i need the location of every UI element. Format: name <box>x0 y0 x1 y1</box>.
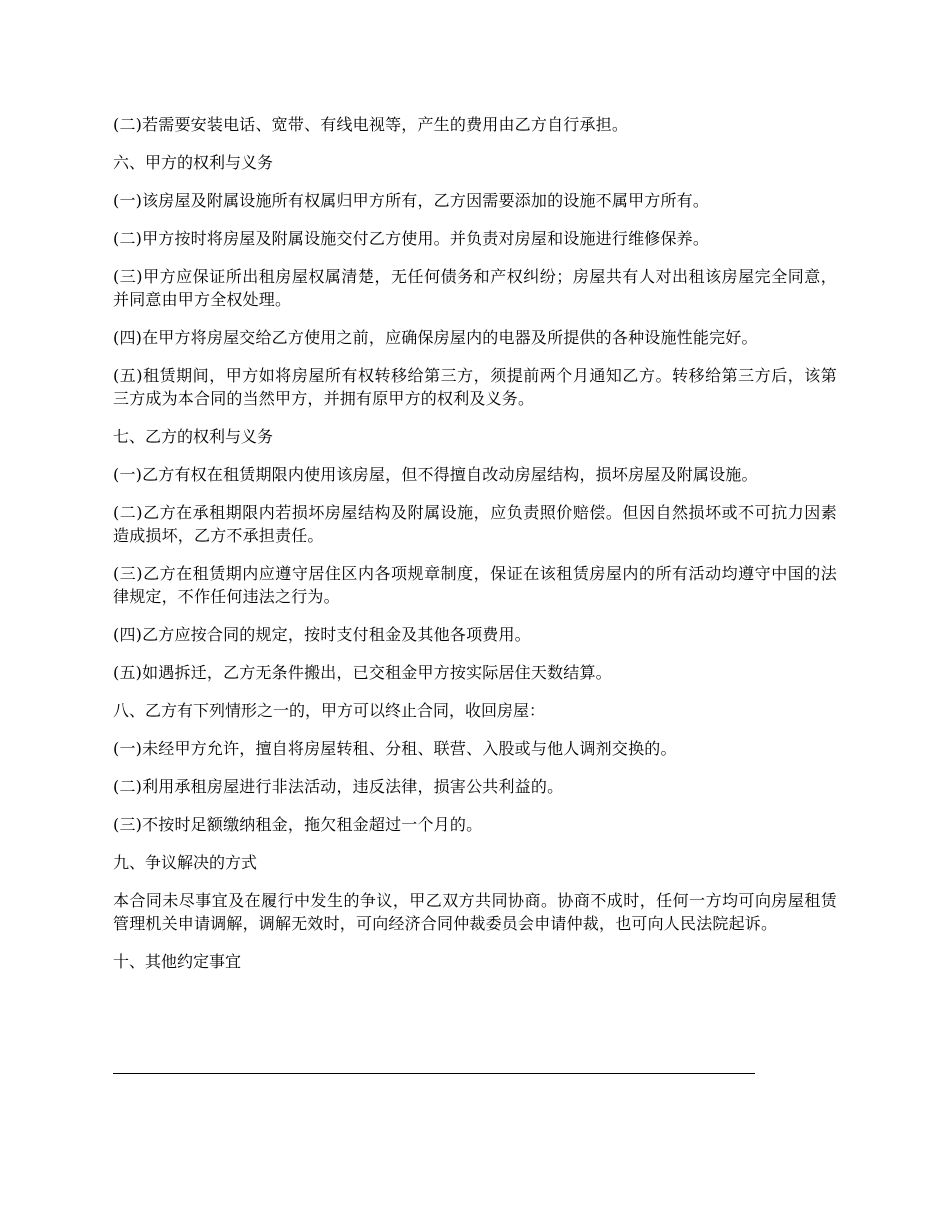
clause-8-item-1: (一)未经甲方允许，擅自将房屋转租、分租、联营、入股或与他人调剂交换的。 <box>113 739 677 758</box>
clause-7-item-5: (五)如遇拆迁，乙方无条件搬出，已交租金甲方按实际居住天数结算。 <box>113 663 612 682</box>
contract-page <box>113 113 837 988</box>
clause-5-item-2: (二)若需要安装电话、宽带、有线电视等，产生的费用由乙方自行承担。 <box>113 115 629 134</box>
fill-in-blank-line <box>113 1073 755 1074</box>
clause-8-item-2: (二)利用承租房屋进行非法活动，违反法律，损害公共利益的。 <box>113 777 564 796</box>
clause-6-item-2: (二)甲方按时将房屋及附属设施交付乙方使用。并负责对房屋和设施进行维修保养。 <box>113 229 710 248</box>
section-7-heading: 七、乙方的权利与义务 <box>113 427 274 446</box>
section-8-heading: 八、乙方有下列情形之一的，甲方可以终止合同，收回房屋： <box>113 701 546 720</box>
clause-6-item-1: (一)该房屋及附属设施所有权属归甲方所有，乙方因需要添加的设施不属甲方所有。 <box>113 191 710 210</box>
clause-6-item-4: (四)在甲方将房屋交给乙方使用之前，应确保房屋内的电器及所提供的各种设施性能完好。 <box>113 328 758 347</box>
section-9-heading: 九、争议解决的方式 <box>113 853 258 872</box>
clause-6-item-3: (三)甲方应保证所出租房屋权属清楚，无任何债务和产权纠纷；房屋共有人对出租该房屋完全同意，并同意由甲方全权处理。 <box>113 267 837 309</box>
clause-6-item-5: (五)租赁期间，甲方如将房屋所有权转移给第三方，须提前两个月通知乙方。转移给第三方后，该第三方成为本合同的当然甲方，并拥有原甲方的权利及义务。 <box>113 366 837 408</box>
clause-8-item-3: (三)不按时足额缴纳租金，拖欠租金超过一个月的。 <box>113 815 483 834</box>
clause-7-item-1: (一)乙方有权在租赁期限内使用该房屋，但不得擅自改动房屋结构，损坏房屋及附属设施。 <box>113 465 758 484</box>
section-6-heading: 六、甲方的权利与义务 <box>113 153 274 172</box>
clause-7-item-4: (四)乙方应按合同的规定，按时支付租金及其他各项费用。 <box>113 625 531 644</box>
clause-7-item-2: (二)乙方在承租期限内若损坏房屋结构及附属设施，应负责照价赔偿。但因自然损坏或不可抗力因素造成损坏，乙方不承担责任。 <box>113 503 837 545</box>
clause-9-body: 本合同未尽事宜及在履行中发生的争议，甲乙双方共同协商。协商不成时，任何一方均可向房屋租赁管理机关申请调解，调解无效时，可向经济合同仲裁委员会申请仲裁，也可向人民法院起诉。 <box>113 891 837 933</box>
section-10-heading: 十、其他约定事宜 <box>113 952 242 971</box>
clause-7-item-3: (三)乙方在租赁期内应遵守居住区内各项规章制度，保证在该租赁房屋内的所有活动均遵守中国的法律规定，不作任何违法之行为。 <box>113 564 837 606</box>
